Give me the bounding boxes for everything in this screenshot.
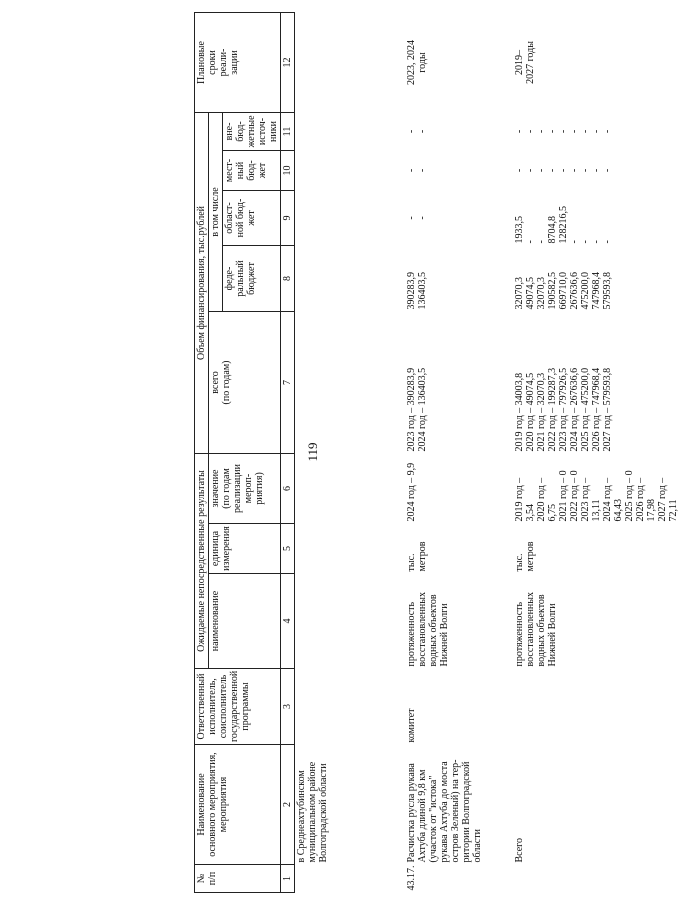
header-executor: Ответственный исполнитель, соисполнитель государственной программы (195, 669, 281, 745)
cell-result-name: протяженность восстановленных водных объектов Нижней Волги (405, 591, 450, 667)
col-number: 12 (281, 12, 295, 112)
cell-num (295, 865, 405, 893)
cell-total: 2019 год – 34003,8 2020 год – 49074,5 2021 год – 32070,3 2022 год – 199287,3 2023 год – 797926,5 2024 год – 267636,6 2025 год – 475200,0 2026 год – 747968,4 2027 год – 579593,8 (513, 367, 613, 452)
cell-regional: 1933,5 - - 8704,8 128216,5 - - - - (513, 205, 613, 244)
col-number: 8 (281, 245, 295, 311)
col-number: 7 (281, 311, 295, 453)
col-number: 4 (281, 574, 295, 669)
col-number: 10 (281, 150, 295, 190)
rotated-table-sheet (192, 0, 679, 905)
table-header (195, 12, 295, 892)
cell-federal: 390283,9 136403,5 (405, 271, 428, 310)
col-number: 11 (281, 112, 295, 150)
col-number: 5 (281, 524, 295, 574)
header-terms: Плановые сроки реали- зации (195, 12, 281, 112)
cell-total (295, 311, 405, 453)
header-extrabudget: вне- бюд- жетные источ- ники (223, 112, 281, 150)
cell-regional: - - (405, 216, 428, 220)
col-number: 6 (281, 453, 295, 523)
cell-result-name: протяженность восстановленных водных объектов Нижней Волги (513, 591, 558, 667)
cell-regional (295, 190, 405, 245)
header-total: всего (по годам) (209, 311, 281, 453)
cell-value: 2019 год – 3,54 2020 год – 6,75 2021 год – 0 2022 год – 0 2023 год – 13,11 2024 год – 64,43 2025 год – 0 2026 год – 17,98 2027 год – 72,11 (513, 470, 679, 522)
header-regional: област- ной бюд- жет (223, 190, 281, 245)
cell-result-name (295, 574, 405, 669)
col-number: 2 (281, 745, 295, 865)
cell-name: Расчистка русла рукава Ахтуба длиной 9,8 км (участок от "истока" рукава Ахтуба до моста остров Зеленый) на тер- ритории Волгоградской области (405, 759, 483, 863)
table-row (405, 12, 513, 892)
header-results-group: Ожидаемые непосредственные результаты (195, 453, 209, 668)
header-name: Наименование основного мероприятия, мероприятия (195, 745, 281, 865)
cell-total: 2023 год – 390283,9 2024 год – 136403,5 (405, 367, 428, 452)
cell-num: 43.17. (405, 865, 417, 891)
cell-terms (295, 12, 405, 112)
cell-value: 2024 год – 9,9 (405, 462, 417, 522)
cell-num (513, 865, 680, 893)
cell-unit: тыс. метров (513, 541, 536, 572)
cell-executor (295, 669, 405, 745)
header-federal: феде- ральный бюджет (223, 245, 281, 311)
cell-local: - - (405, 168, 428, 173)
cell-extrabudget (295, 112, 405, 150)
header-unit: единица измерения (209, 524, 281, 574)
column-numbers-row (281, 12, 295, 892)
cell-unit: тыс. метров (405, 541, 428, 572)
table-row (513, 12, 680, 892)
table-row (295, 12, 405, 892)
cell-federal: 32070,3 49074,5 32070,3 190582,5 669710,0 267636,6 475200,0 747968,4 579593,8 (513, 271, 613, 310)
col-number: 1 (281, 865, 295, 893)
table-body (295, 12, 680, 892)
header-result-name: наименование (209, 574, 281, 669)
header-local: мест- ный бюд- жет (223, 150, 281, 190)
header-finance-group: Объем финансирования, тыс.рублей (195, 112, 209, 453)
col-number: 3 (281, 669, 295, 745)
header-num: № п/п (195, 865, 281, 893)
cell-terms: 2023, 2024 годы (405, 39, 428, 85)
cell-name: Всего (513, 837, 525, 863)
header-value: значение (по годам реализации мероп- риятия) (209, 453, 281, 523)
cell-extrabudget: - - - - - - - - - (513, 129, 613, 134)
page-number: 119 (305, 442, 320, 462)
cell-unit (295, 524, 405, 574)
program-table (194, 12, 680, 893)
cell-value (295, 453, 405, 523)
cell-federal (295, 245, 405, 311)
cell-terms: 2019– 2027 годы (513, 41, 536, 84)
cell-extrabudget: - - (405, 129, 428, 134)
cell-executor (513, 669, 680, 745)
cell-local: - - - - - - - - - (513, 168, 613, 173)
col-number: 9 (281, 190, 295, 245)
header-incl-group: в том числе (209, 112, 223, 311)
cell-executor: комитет (405, 708, 417, 743)
cell-local (295, 150, 405, 190)
cell-name: в Среднеахтубинском муниципальном районе Волгоградской области (296, 761, 329, 863)
